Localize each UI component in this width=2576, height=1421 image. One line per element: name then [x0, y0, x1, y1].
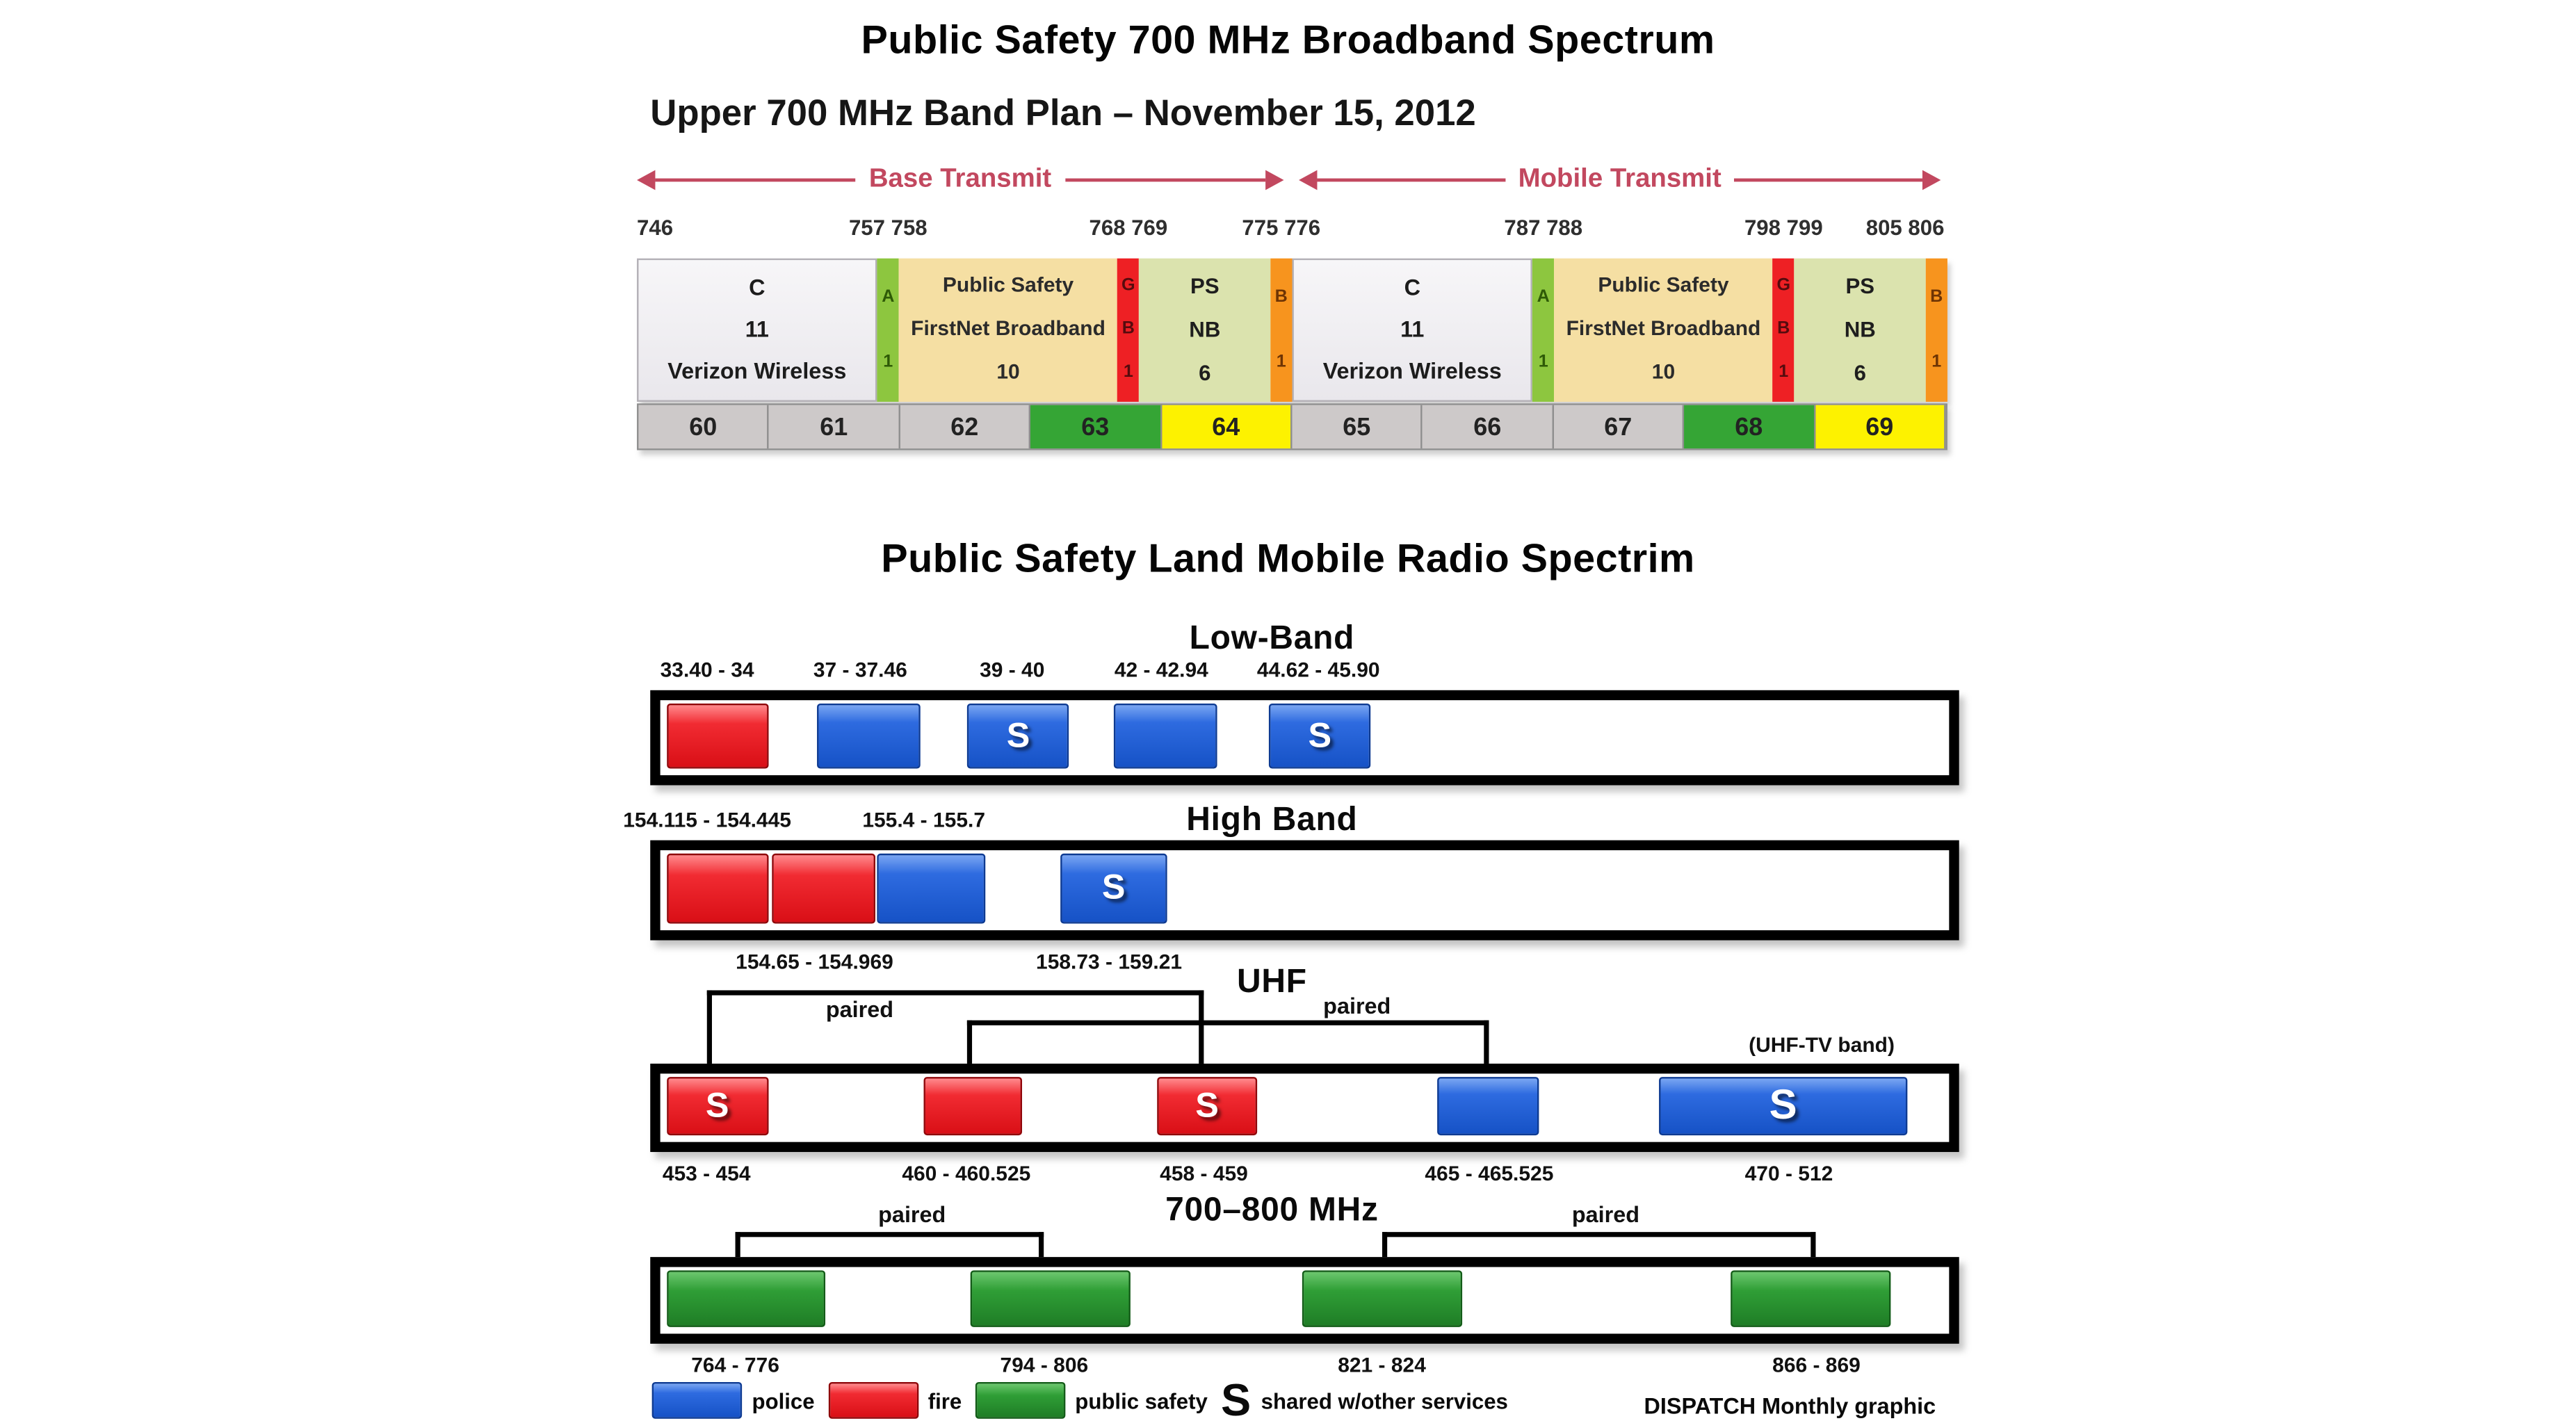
legend-item	[828, 1382, 962, 1419]
frequency-ticks-row	[637, 215, 1947, 243]
legend-swatch-fire	[828, 1382, 918, 1419]
freq-range-label: 764 - 776	[691, 1354, 779, 1377]
band-block-line: G	[1121, 275, 1135, 296]
band-block	[1140, 259, 1270, 402]
band-block-line: FirstNet Broadband	[1566, 317, 1761, 341]
freq-range-label: 155.4 - 155.7	[862, 809, 986, 832]
tv-channel-row	[637, 403, 1947, 450]
band-block-line: 1	[1276, 351, 1286, 372]
spectrum-bar	[650, 1257, 1959, 1344]
legend-label: shared w/other services	[1261, 1388, 1508, 1413]
band-block-line: Public Safety	[942, 274, 1074, 298]
spectrum-block-fire	[772, 854, 875, 924]
freq-range-label: 158.73 - 159.21	[1036, 950, 1183, 974]
spectrum-block-police	[818, 704, 921, 769]
spectrum-bar	[650, 841, 1959, 941]
band-block	[637, 259, 877, 402]
freq-range-label: 470 - 512	[1744, 1162, 1833, 1186]
band-block-line: FirstNet Broadband	[911, 317, 1105, 341]
band-block-line: 11	[1400, 316, 1425, 342]
shared-glyph: S	[1101, 868, 1126, 907]
band-block	[1554, 259, 1772, 402]
band-heading: Low-Band	[1189, 620, 1355, 657]
freq-range-label: 460 - 460.525	[902, 1162, 1031, 1186]
band-block-line: 10	[1651, 361, 1676, 384]
band-block-line: Verizon Wireless	[1322, 359, 1502, 384]
band-block-line: NB	[1844, 317, 1876, 343]
shared-glyph: S	[1221, 1375, 1251, 1421]
shared-glyph: S	[1308, 715, 1332, 755]
freq-range-label: 821 - 824	[1338, 1354, 1426, 1377]
transmit-arrow-group	[1299, 163, 1941, 197]
band-block-line: PS	[1845, 273, 1875, 299]
freq-tick: 768 769	[1089, 215, 1168, 241]
arrowhead-left-icon	[1299, 170, 1317, 190]
spectrum-block-fire	[1156, 1077, 1258, 1135]
lmr-band-group	[650, 964, 1959, 1186]
band-block-line: 6	[1199, 360, 1211, 386]
freq-range-label: 154.65 - 154.969	[736, 950, 893, 974]
band-block	[1532, 259, 1554, 402]
legend-label: public safety	[1075, 1388, 1208, 1413]
freq-tick: 805 806	[1865, 215, 1945, 241]
spectrum-block-police	[967, 704, 1070, 769]
band-block	[1270, 259, 1292, 402]
freq-range-label: 37 - 37.46	[813, 658, 907, 682]
paired-label: paired	[1571, 1202, 1640, 1227]
freq-tick: 757 758	[848, 215, 927, 241]
channel-cell: 63	[1030, 405, 1161, 448]
arrowhead-right-icon	[1922, 170, 1941, 190]
legend-item	[975, 1382, 1207, 1419]
freq-range-label: 866 - 869	[1772, 1354, 1861, 1377]
spectrum-block-safety	[667, 1270, 825, 1327]
freq-range-label: 465 - 465.525	[1425, 1162, 1554, 1186]
spectrum-block-safety	[1302, 1270, 1463, 1327]
freq-range-label: 453 - 454	[662, 1162, 751, 1186]
freq-range-label: 154.115 - 154.445	[623, 809, 791, 832]
lmr-band-group	[623, 802, 1959, 974]
band-block-line: Verizon Wireless	[667, 359, 847, 384]
freq-range-label: 42 - 42.94	[1114, 658, 1208, 682]
channel-cell: 61	[769, 405, 900, 448]
arrow-line	[1317, 178, 1505, 182]
spectrum-block-police	[1659, 1077, 1907, 1135]
band-block-line: NB	[1189, 317, 1221, 343]
band-block-line: G	[1776, 275, 1791, 296]
band-block-line: Public Safety	[1598, 274, 1729, 298]
band-block-line: 11	[745, 316, 769, 342]
arrow-line	[1064, 178, 1265, 182]
spectrum-block-fire	[925, 1077, 1022, 1135]
freq-range-label: 39 - 40	[980, 658, 1045, 682]
channel-cell: 66	[1423, 405, 1553, 448]
band-block-line: 6	[1854, 360, 1866, 386]
spectrum-block-police	[877, 854, 986, 924]
spectrum-block-police	[1269, 704, 1372, 769]
channel-cell: 68	[1684, 405, 1815, 448]
band-block	[1117, 259, 1139, 402]
spectrum-block-fire	[667, 704, 770, 769]
band-allocation-bar	[637, 259, 1947, 402]
paired-label: paired	[878, 1202, 946, 1227]
legend-label: police	[752, 1388, 815, 1413]
freq-range-label: 794 - 806	[1000, 1354, 1089, 1377]
arrow-line	[655, 178, 855, 182]
channel-cell: 69	[1815, 405, 1946, 448]
arrowhead-left-icon	[637, 170, 655, 190]
legend	[652, 1375, 1508, 1421]
band-block	[1795, 259, 1925, 402]
band-block	[1773, 259, 1795, 402]
paired-bracket	[1382, 1232, 1817, 1257]
shared-glyph: S	[1769, 1082, 1797, 1129]
shared-glyph: S	[1195, 1086, 1219, 1125]
band-block-line: B	[1274, 286, 1288, 307]
band-block-line: B	[1930, 286, 1943, 307]
spectrum-block-safety	[970, 1270, 1131, 1327]
paired-label: paired	[825, 997, 894, 1023]
lmr-band-group	[650, 620, 1959, 786]
legend-swatch-safety	[975, 1382, 1064, 1419]
band-block-line: 1	[1931, 351, 1942, 372]
paired-bracket	[736, 1232, 1044, 1257]
transmit-arrow-group	[637, 163, 1283, 197]
freq-tick: 787 788	[1504, 215, 1583, 241]
band-block-line: B	[1777, 319, 1790, 339]
band-plan-heading: Upper 700 MHz Band Plan – November 15, 2012	[650, 91, 1476, 133]
shared-glyph: S	[705, 1086, 729, 1125]
channel-cell: 60	[638, 405, 769, 448]
band-block-line: 1	[1779, 362, 1789, 383]
spectrum-block-fire	[667, 1077, 768, 1135]
freq-range-label: 44.62 - 45.90	[1256, 658, 1380, 682]
band-block-line: A	[882, 286, 895, 307]
spectrum-block-police	[1060, 854, 1167, 924]
band-block-line: 10	[996, 361, 1020, 384]
band-block-line: 1	[883, 351, 893, 372]
broadband-section-title: Public Safety 700 MHz Broadband Spectrum	[861, 18, 1715, 64]
freq-range-label: 33.40 - 34	[660, 658, 754, 682]
channel-cell: 67	[1554, 405, 1685, 448]
spectrum-bar	[650, 690, 1959, 786]
shared-glyph: S	[1006, 715, 1030, 755]
legend-swatch-police	[652, 1382, 742, 1419]
legend-item	[1221, 1375, 1508, 1421]
arrowhead-right-icon	[1265, 170, 1283, 190]
freq-tick: 746	[637, 215, 674, 241]
band-block	[877, 259, 899, 402]
band-block-line: A	[1537, 286, 1550, 307]
legend-label: fire	[927, 1388, 962, 1413]
upper-700-band-plan	[637, 83, 1947, 492]
band-heading: High Band	[1186, 802, 1358, 839]
channel-cell: 65	[1292, 405, 1423, 448]
lmr-band-group	[650, 1192, 1959, 1377]
freq-tick: 775 776	[1242, 215, 1321, 241]
band-block	[1925, 259, 1947, 402]
spectrum-bar	[650, 1064, 1959, 1152]
spectrum-block-fire	[667, 854, 770, 924]
band-block-line: 1	[1538, 351, 1548, 372]
legend-item	[652, 1382, 815, 1419]
band-block-line: 1	[1123, 362, 1133, 383]
spectrum-block-police	[1114, 704, 1217, 769]
band-block	[899, 259, 1117, 402]
spectrum-block-safety	[1730, 1270, 1890, 1327]
band-heading: UHF	[1237, 964, 1307, 1000]
band-block-line: C	[1404, 274, 1420, 300]
band-block-line: B	[1121, 319, 1135, 339]
channel-cell: 64	[1161, 405, 1292, 448]
freq-range-label: 458 - 459	[1160, 1162, 1248, 1186]
paired-bracket	[966, 1021, 1489, 1064]
channel-cell: 62	[900, 405, 1030, 448]
band-block-line: C	[749, 274, 765, 300]
transmit-label: Mobile Transmit	[1518, 165, 1722, 194]
spectrum-block-police	[1437, 1077, 1539, 1135]
band-block	[1292, 259, 1532, 402]
arrow-line	[1735, 178, 1922, 182]
uhf-tv-band-note: (UHF-TV band)	[1749, 1033, 1895, 1057]
band-heading: 700–800 MHz	[1165, 1192, 1379, 1229]
credit-text: DISPATCH Monthly graphic	[1644, 1393, 1936, 1419]
freq-tick: 798 799	[1744, 215, 1823, 241]
transmit-arrows-row	[637, 163, 1947, 197]
transmit-label: Base Transmit	[868, 165, 1052, 194]
paired-label: paired	[1323, 993, 1391, 1019]
band-block-line: PS	[1190, 273, 1220, 299]
lmr-section-title: Public Safety Land Mobile Radio Spectrim	[881, 537, 1695, 582]
